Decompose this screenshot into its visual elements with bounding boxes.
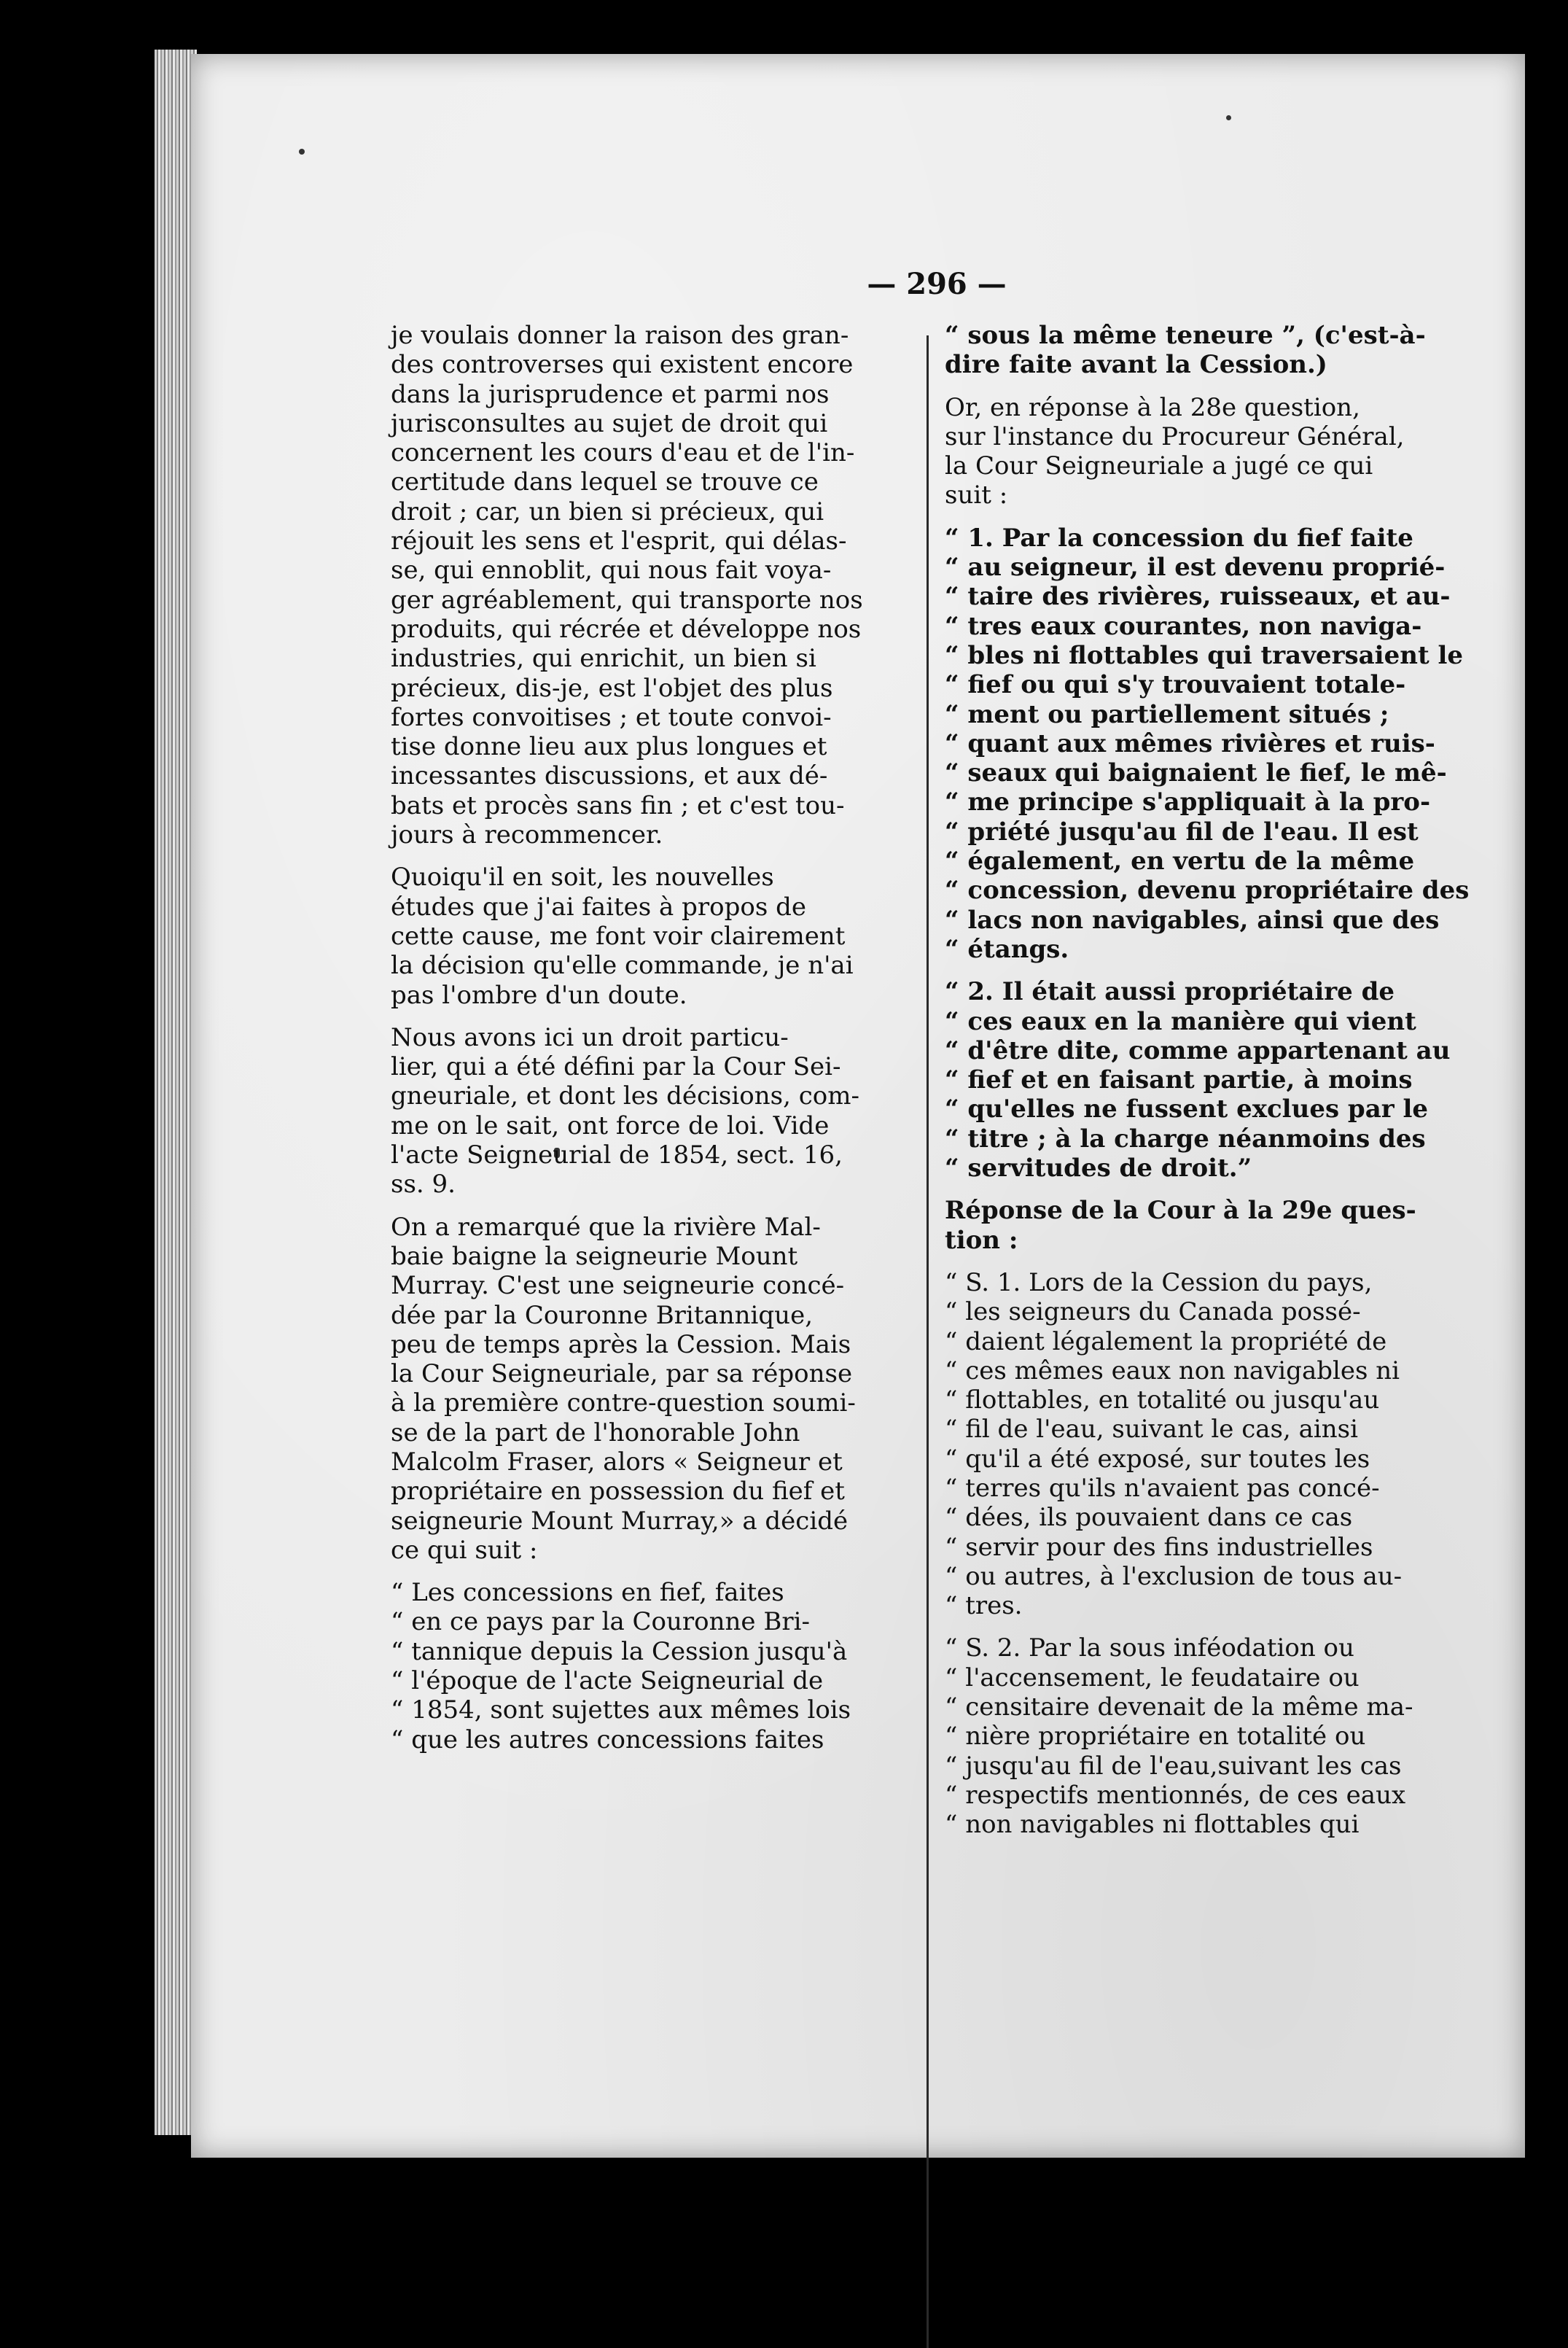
paragraph: Nous avons ici un droit particu- lier, qui a été défini par la Cour Sei- gneuriale, et dont les décisions, com- me on le sait, ont force de loi. Vide l'acte Seigneurial de 1854, sect. 16, ss. 9. xyxy=(391,1022,859,1200)
left-text-column xyxy=(391,321,916,1768)
quoted-paragraph: “ sous la même teneure ”, (c'est-à- dire faite avant la Cession.) xyxy=(945,321,1426,380)
paragraph: Quoiqu'il en soit, les nouvelles études que j'ai faites à propos de cette cause, me font voir clairement la décision qu'elle commande, je n'ai pas l'ombre d'un doute. xyxy=(391,863,854,1010)
paragraph: Or, en réponse à la 28e question, sur l'instance du Procureur Général, la Cour Seigneuriale a jugé ce qui suit : xyxy=(945,392,1405,510)
column-divider xyxy=(927,335,929,2348)
quoted-paragraph: “ S. 1. Lors de la Cession du pays, “ les seigneurs du Canada possé- “ daient légalement la propriété de “ ces mêmes eaux non navigables ni “ flottables, en totalité ou jusqu'au “ fil de l'eau, suivant le cas, ainsi “ qu'il a été exposé, sur toutes les “ terres qu'ils n'avaient pas concé- “ dées, ils pouvaient dans ce cas “ servir pour des fins industrielles “ ou autres, à l'exclusion de tous au- “ tres. xyxy=(945,1267,1403,1621)
page-number: — 296 — xyxy=(867,267,1007,301)
scan-speck xyxy=(299,149,305,155)
right-text-column xyxy=(945,321,1470,1853)
quoted-paragraph: “ S. 2. Par la sous inféodation ou “ l'accensement, le feudataire ou “ censitaire devenait de la même ma- “ nière propriétaire en totalité ou “ jusqu'au fil de l'eau,suivant les cas “ respectifs mentionnés, de ces eaux “ non navigables ni flottables qui xyxy=(945,1633,1413,1840)
quoted-paragraph: “ Les concessions en fief, faites “ en ce pays par la Couronne Bri- “ tannique depuis la Cession jusqu'à “ l'époque de l'acte Seigneurial de “ 1854, sont sujettes aux mêmes lois “ que les autres concessions faites xyxy=(391,1578,851,1754)
quoted-paragraph: “ 2. Il était aussi propriétaire de “ ces eaux en la manière qui vient “ d'être dite, comme appartenant au “ fief et en faisant partie, à moins “ qu'elles ne fussent exclues par le “ titre ; à la charge néanmoins des “ servitudes de droit.” xyxy=(945,977,1451,1183)
paragraph: je voulais donner la raison des gran- des controverses qui existent encore dans la jurisprudence et parmi nos jurisconsultes au sujet de droit qui concernent les cours d'eau et de l'in- certitude dans lequel se trouve ce droit ; car, un bien si précieux, qui réjouit les sens et l'esprit, qui délas- se, qui ennoblit, qui nous fait voya- ger agréablement, qui transporte nos produits, qui récrée et développe nos industries, qui enrichit, un bien si précieux, dis-je, est l'objet des plus fortes convoitises ; et toute convoi- tise donne lieu aux plus longues et incessantes discussions, et aux dé- bats et procès sans fin ; et c'est tou- jours à recommencer. xyxy=(391,321,863,850)
paragraph: Réponse de la Cour à la 29e ques- tion : xyxy=(945,1196,1416,1255)
scan-speck xyxy=(1226,115,1231,120)
paragraph: On a remarqué que la rivière Mal- baie baigne la seigneurie Mount Murray. C'est une seigneurie concé- dée par la Couronne Britannique, peu de temps après la Cession. Mais la Cour Seigneuriale, par sa réponse à la première contre-question soumi- se de la part de l'honorable John Malcolm Fraser, alors « Seigneur et propriétaire en possession du fief et seigneurie Mount Murray,» a décidé ce qui suit : xyxy=(391,1212,856,1565)
quoted-paragraph: “ 1. Par la concession du fief faite “ au seigneur, il est devenu proprié- “ taire des rivières, ruisseaux, et au- “ tres eaux courantes, non naviga- “ bles ni flottables qui traversaient le “ fief ou qui s'y trouvaient totale- “ ment ou partiellement situés ; “ quant aux mêmes rivières et ruis- “ seaux qui baignaient le fief, le mê- “ me principe s'appliquait à la pro- “ priété jusqu'au fil de l'eau. Il est “ également, en vertu de la même “ concession, devenu propriétaire des “ lacs non navigables, ainsi que des “ étangs. xyxy=(945,523,1470,964)
